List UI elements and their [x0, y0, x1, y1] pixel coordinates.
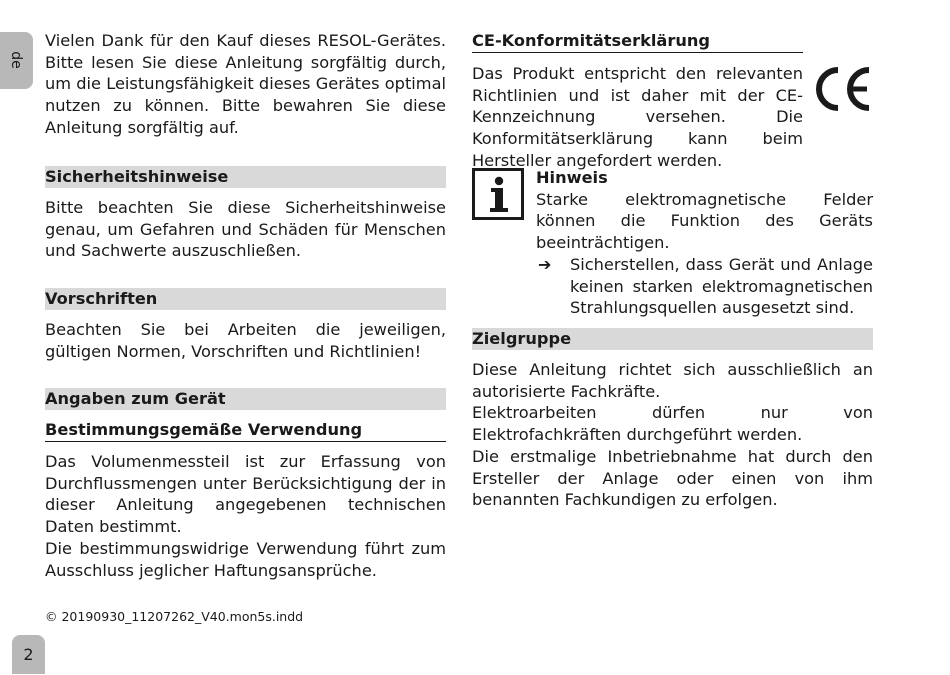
audience-text-1: Diese Anleitung richtet sich ausschließlich an autorisierte Fachkräfte. [472, 360, 873, 401]
device-heading: Angaben zum Gerät [45, 388, 446, 410]
audience-heading: Zielgruppe [472, 328, 873, 350]
note-text: Starke elektromagnetische Felder können die Funktion des Geräts beeinträchtigen. [536, 189, 873, 253]
arrow-right-icon: ➔ [538, 254, 552, 274]
intended-use-heading: Bestimmungsgemäße Verwendung [45, 419, 446, 442]
info-icon [472, 168, 524, 220]
note-bullet-text: Sicherstellen, dass Gerät und Anlage keinen starken elektromagnetischen Strahlungsquellen ausgesetzt sind. [570, 254, 873, 318]
safety-heading: Sicherheitshinweise [45, 166, 446, 188]
note-bullet [536, 254, 873, 319]
language-tab-label: de [8, 51, 24, 69]
page-number: 2 [12, 635, 45, 674]
note-block [536, 167, 873, 319]
regulations-heading: Vorschriften [45, 288, 446, 310]
misuse-text: Die bestimmungswidrige Verwendung führt zum Ausschluss jeglicher Haftungsansprüche. [45, 538, 446, 580]
ce-heading: CE-Konformitätserklärung [472, 30, 803, 53]
intro-text: Vielen Dank für den Kauf dieses RESOL-Gerätes. Bitte lesen Sie diese Anleitung sorgfältig durch, um die Leistungsfähigkeit dieses Gerätes optimal nutzen zu können. Bitte bewahren Sie diese Anleitung sorgfältig auf. [45, 31, 446, 137]
intended-use-text: Das Volumenmessteil ist zur Erfassung von Durchflussmengen unter Berücksichtigung der in dieser Anleitung angegebenen technischen Daten bestimmt. [45, 452, 446, 537]
safety-text: Bitte beachten Sie diese Sicherheitshinweise genau, um Gefahren und Schäden für Menschen und Sachwerte auszuschließen. [45, 198, 446, 261]
ce-text: Das Produkt entspricht den relevanten Richtlinien und ist daher mit der CE-Kennzeichnung versehen. Die Konformitätserklärung kann beim Hersteller angefordert werden. [472, 64, 803, 170]
language-tab [0, 32, 33, 89]
regulations-text: Beachten Sie bei Arbeiten die jeweiligen, gültigen Normen, Vorschriften und Richtlinien! [45, 320, 446, 361]
ce-mark-icon [814, 67, 872, 111]
note-heading: Hinweis [536, 168, 608, 187]
audience-text-2: Elektroarbeiten dürfen nur von Elektrofachkräften durchgeführt werden. [472, 403, 873, 445]
audience-text-3: Die erstmalige Inbetriebnahme hat durch den Ersteller der Anlage oder einen von ihm benannten Fachkundigen zu erfolgen. [472, 446, 873, 510]
footer-file-note: © 20190930_11207262_V40.mon5s.indd [45, 609, 304, 624]
